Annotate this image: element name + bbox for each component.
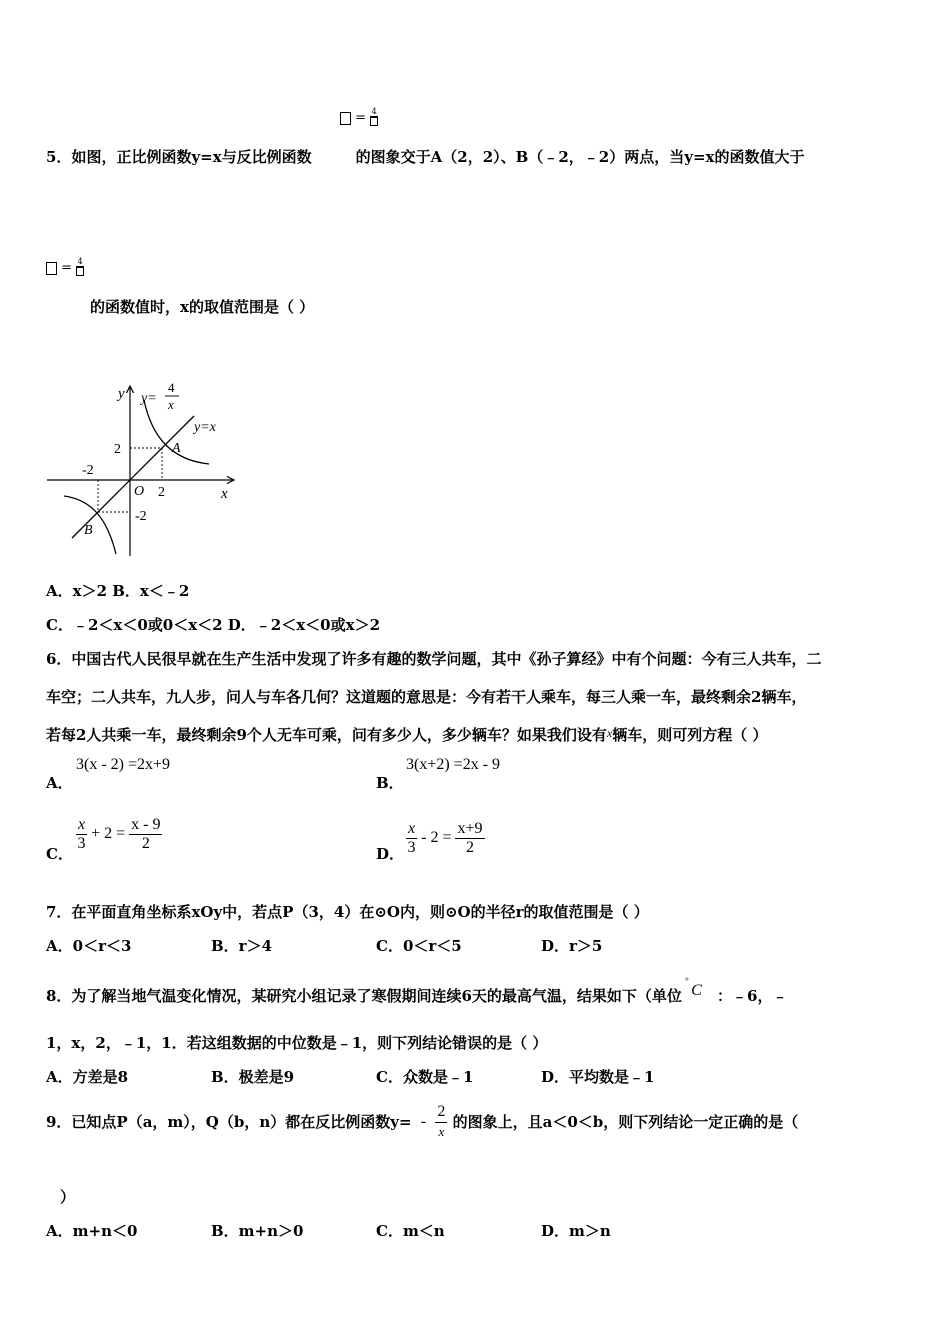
q5-line2: 的函数值时，x的取值范围是（ ）	[90, 298, 315, 316]
q9-stem	[46, 1102, 798, 1141]
fraction	[455, 820, 484, 857]
q5-graph	[44, 378, 239, 558]
q7-option-c: C．0＜r＜5	[376, 937, 462, 955]
tiny-denominator	[76, 267, 84, 278]
q9-fraction	[435, 1102, 447, 1141]
tiny-fraction	[370, 108, 378, 128]
hyperbola-label-num: 4	[168, 380, 175, 395]
line-label: y=x	[194, 420, 216, 435]
q6-option-a-label: A．	[46, 774, 73, 792]
operator: - 2 =	[421, 829, 452, 847]
hyperbola-label-den: x	[168, 397, 174, 412]
q6-option-d-label: D．	[376, 845, 405, 863]
top-formula	[340, 108, 378, 128]
tiny-box	[76, 267, 84, 276]
tick-label-x-2: 2	[158, 485, 165, 500]
q8-option-b: B．极差是9	[211, 1068, 295, 1086]
q5-part2: 的图象交于A（2，2）、B（﹣2，﹣2）两点，当y=x的函数值大于	[355, 148, 805, 166]
q9-fraction-sign: -	[420, 1112, 427, 1130]
numerator: x	[78, 816, 86, 833]
q6-option-c-expr	[76, 816, 162, 853]
q8-option-c: C．众数是﹣1	[376, 1068, 474, 1086]
denominator: 3	[77, 835, 86, 852]
q5-options-line2: C．﹣2＜x＜0或0＜x＜2 D．﹣2＜x＜0或x＞2	[46, 616, 381, 634]
q6-variable: x	[606, 726, 613, 740]
denominator: 3	[407, 839, 416, 856]
numerator: x	[408, 820, 416, 837]
q5-options-line1: A．x＞2 B．x＜﹣2	[46, 582, 190, 600]
tiny-fraction	[76, 258, 84, 278]
equals-sign: =	[355, 110, 367, 126]
tiny-numerator: 4	[371, 107, 377, 116]
q6-line3-a: 若每2人共乘一车，最终剩余9个人无车可乘，问有多少人，多少辆车？如果我们设有	[46, 726, 607, 744]
origin-label: O	[134, 484, 145, 499]
q8-line1-b: ：﹣6，﹣	[717, 987, 788, 1005]
placeholder-box	[46, 262, 57, 275]
q6-option-d-expr	[406, 820, 485, 857]
tiny-denominator	[370, 117, 378, 128]
q7-stem: 7．在平面直角坐标系xOy中，若点P（3，4）在⊙O内，则⊙O的半径r的取值范围是（ ）	[46, 903, 649, 921]
placeholder-box	[340, 112, 351, 125]
q8-line1	[46, 976, 788, 1006]
q8-option-d: D．平均数是﹣1	[541, 1068, 655, 1086]
q6-option-a-expr: 3(x - 2) =2x+9	[76, 756, 171, 773]
q6-line2: 车空；二人共车，九人步，问人与车各几何？这道题的意思是：今有若干人乘车，每三人乘一车，最终剩余2辆车，	[46, 688, 807, 706]
tick-label-x-neg2: -2	[82, 463, 94, 478]
numerator: 2	[435, 1102, 447, 1123]
q5-number: 5．	[46, 148, 72, 166]
q7-option-b: B．r＞4	[211, 937, 273, 955]
point-a-label: A	[172, 441, 181, 456]
numerator: x+9	[457, 820, 483, 837]
q7-option-d: D．r＞5	[541, 937, 603, 955]
hyperbola-label: y=	[141, 391, 157, 406]
q9-stem-a: 9．已知点P（a，m），Q（b，n）都在反比例函数y=	[46, 1113, 412, 1131]
q6-line3	[46, 724, 767, 745]
denominator: x	[438, 1124, 445, 1139]
y-axis-label: y	[118, 386, 125, 402]
unit-letter: C	[691, 982, 702, 999]
tiny-box	[370, 117, 378, 126]
denominator: 2	[141, 835, 150, 852]
tick-label-y-neg2: -2	[135, 509, 147, 524]
denominator: 2	[465, 839, 474, 856]
fraction	[129, 816, 162, 853]
fraction	[406, 820, 417, 857]
q8-line2: 1，x，2，﹣1，1．若这组数据的中位数是﹣1，则下列结论错误的是（ ）	[46, 1034, 548, 1052]
q5-part1: 如图，正比例函数y=x与反比例函数	[71, 148, 312, 166]
q9-option-a: A．m+n＜0	[46, 1222, 138, 1240]
x-axis-label: x	[221, 486, 228, 502]
tick-label-y-2: 2	[114, 442, 121, 457]
q9-option-d: D．m＞n	[541, 1222, 611, 1240]
tiny-numerator: 4	[77, 257, 83, 266]
q6-line1: 6．中国古代人民很早就在生产生活中发现了许多有趣的数学问题，其中《孙子算经》中有个问题：今有三人共车，二	[46, 650, 822, 668]
q6-option-b-label: B．	[376, 774, 404, 792]
fraction	[76, 816, 87, 853]
q9-option-c: C．m＜n	[376, 1222, 445, 1240]
q9-close-paren: ）	[60, 1188, 76, 1206]
q8-line1-a: 8．为了解当地气温变化情况，某研究小组记录了寒假期间连续6天的最高气温，结果如下（单位	[46, 987, 682, 1005]
q9-stem-b: 的图象上，且a＜0＜b，则下列结论一定正确的是（	[452, 1113, 799, 1131]
q7-option-a: A．0＜r＜3	[46, 937, 132, 955]
q6-option-b-expr: 3(x+2) =2x - 9	[406, 756, 501, 773]
q5-line1	[46, 146, 804, 167]
numerator: x - 9	[131, 816, 161, 833]
q5-formula	[46, 258, 84, 278]
q8-unit	[685, 976, 702, 999]
q6-option-c-label: C．	[46, 845, 73, 863]
q6-line3-b: 辆车，则可列方程（ ）	[612, 726, 768, 744]
equals-sign: =	[61, 260, 73, 276]
q9-option-b: B．m+n＞0	[211, 1222, 304, 1240]
operator: + 2 =	[91, 825, 126, 843]
point-b-label: B	[84, 523, 93, 538]
q8-option-a: A．方差是8	[46, 1068, 129, 1086]
degree-mark: °	[685, 976, 689, 986]
